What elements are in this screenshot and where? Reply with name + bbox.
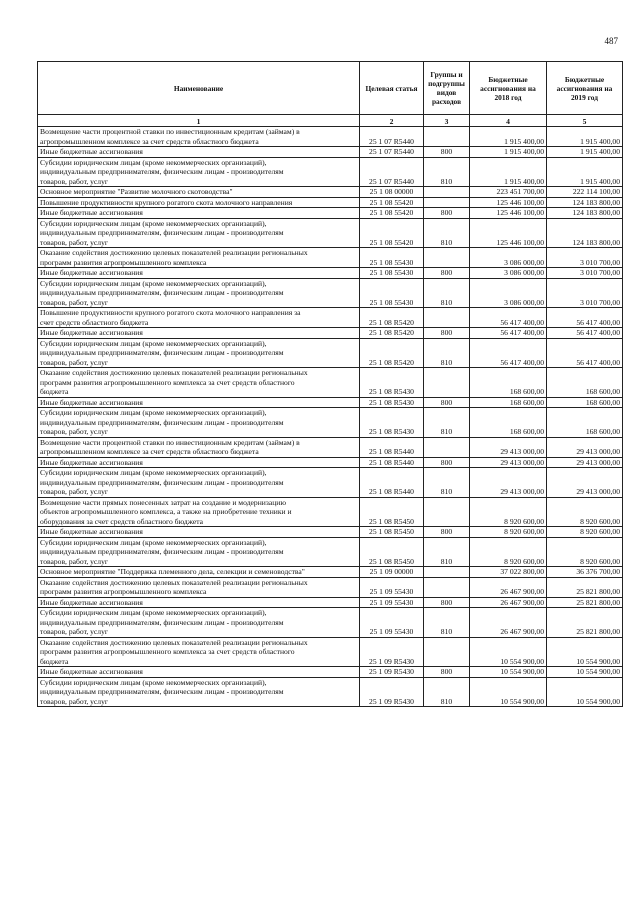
- table-row: [38, 268, 623, 279]
- row-target-code: 25 1 09 00000: [360, 567, 424, 578]
- row-amount-2018: 125 446 100,00: [470, 197, 547, 208]
- row-name: [38, 437, 360, 457]
- table-row: [38, 577, 623, 597]
- row-expense-group: [424, 637, 470, 667]
- row-name: [38, 497, 360, 527]
- row-expense-group: 800: [424, 527, 470, 538]
- row-name: [38, 338, 360, 368]
- row-amount-2019: 3 010 700,00: [547, 268, 623, 279]
- row-name-line: Субсидии юридическим лицам (кроме некоммерческих организаций),: [40, 338, 267, 348]
- header-target: Целевая статья: [360, 62, 424, 115]
- row-expense-group: 810: [424, 278, 470, 308]
- row-amount-2018: 1 915 400,00: [470, 147, 547, 158]
- row-name-line: индивидуальным предпринимателям, физическим лицам - производителям: [40, 348, 284, 357]
- row-name: [38, 208, 360, 219]
- row-name-line: программ развития агропромышленного комплекса за счет средств областного: [40, 647, 295, 656]
- table-row: [38, 368, 623, 398]
- row-expense-group: 800: [424, 268, 470, 279]
- table-row: [38, 567, 623, 578]
- row-target-code: 25 1 08 55420: [360, 208, 424, 219]
- row-target-code: 25 1 09 R5430: [360, 667, 424, 678]
- table-row: [38, 187, 623, 198]
- row-expense-group: 810: [424, 338, 470, 368]
- row-expense-group: 810: [424, 608, 470, 638]
- row-amount-2019: 56 417 400,00: [547, 338, 623, 368]
- table-row: [38, 667, 623, 678]
- row-name-line: Иные бюджетные ассигнования: [40, 397, 143, 407]
- row-amount-2019: 1 915 400,00: [547, 127, 623, 147]
- row-name-line: товаров, работ, услуг: [40, 696, 108, 706]
- row-amount-2019: 3 010 700,00: [547, 248, 623, 268]
- table-row: [38, 497, 623, 527]
- row-name: [38, 637, 360, 667]
- row-name: [38, 197, 360, 208]
- row-name-line: агропромышленном комплексе за счет средств областного бюджета: [40, 447, 259, 456]
- row-name-line: индивидуальным предпринимателям, физическим лицам - производителям: [40, 617, 284, 627]
- row-amount-2018: 3 086 000,00: [470, 278, 547, 308]
- row-amount-2018: 168 600,00: [470, 368, 547, 398]
- row-expense-group: 800: [424, 597, 470, 608]
- row-amount-2018: 37 022 800,00: [470, 567, 547, 578]
- row-name: [38, 187, 360, 198]
- row-name-line: программ развития агропромышленного комплекса: [40, 257, 207, 267]
- row-name: [38, 537, 360, 567]
- row-amount-2018: 3 086 000,00: [470, 268, 547, 279]
- row-name-line: индивидуальным предпринимателям, физическим лицам - производителям: [40, 687, 284, 696]
- table-row: [38, 147, 623, 158]
- row-name-line: Иные бюджетные ассигнования: [40, 268, 143, 277]
- row-name-line: программ развития агропромышленного комплекса: [40, 587, 207, 596]
- row-name: [38, 278, 360, 308]
- table-row: [38, 218, 623, 248]
- row-amount-2018: 10 554 900,00: [470, 677, 547, 707]
- row-amount-2019: 29 413 000,00: [547, 457, 623, 468]
- row-expense-group: 800: [424, 208, 470, 219]
- row-name-line: индивидуальным предпринимателям, физическим лицам - производителям: [40, 228, 284, 237]
- row-target-code: 25 1 08 55430: [360, 278, 424, 308]
- table-row: [38, 408, 623, 438]
- row-expense-group: 810: [424, 537, 470, 567]
- row-expense-group: [424, 187, 470, 198]
- row-amount-2019: 10 554 900,00: [547, 677, 623, 707]
- column-number: 5: [547, 115, 623, 127]
- row-name-line: товаров, работ, услуг: [40, 357, 108, 367]
- row-name: [38, 677, 360, 707]
- row-name-line: Оказание содействия достижению целевых показателей реализации региональных: [40, 248, 308, 257]
- row-name-line: Субсидии юридическим лицам (кроме некоммерческих организаций),: [40, 157, 267, 167]
- row-amount-2018: 168 600,00: [470, 397, 547, 408]
- row-name-line: индивидуальным предпринимателям, физическим лицам - производителям: [40, 547, 284, 556]
- table-row: [38, 468, 623, 498]
- row-amount-2018: 125 446 100,00: [470, 218, 547, 248]
- row-amount-2019: 29 413 000,00: [547, 468, 623, 498]
- row-name: [38, 147, 360, 158]
- row-name: [38, 667, 360, 678]
- row-amount-2018: 29 413 000,00: [470, 437, 547, 457]
- row-target-code: 25 1 08 R5420: [360, 328, 424, 339]
- row-amount-2018: 3 086 000,00: [470, 248, 547, 268]
- row-target-code: 25 1 08 R5440: [360, 437, 424, 457]
- row-amount-2018: 1 915 400,00: [470, 127, 547, 147]
- row-name: [38, 597, 360, 608]
- row-target-code: 25 1 09 55430: [360, 608, 424, 638]
- row-amount-2019: 3 010 700,00: [547, 278, 623, 308]
- row-name-line: Субсидии юридическим лицам (кроме некоммерческих организаций),: [40, 468, 267, 477]
- column-number: 3: [424, 115, 470, 127]
- row-amount-2019: 124 183 800,00: [547, 197, 623, 208]
- row-name: [38, 527, 360, 538]
- table-row: [38, 397, 623, 408]
- row-name-line: Возмещение части процентной ставки по инвестиционным кредитам (займам) в: [40, 437, 300, 447]
- row-amount-2018: 26 467 900,00: [470, 597, 547, 608]
- table-row: [38, 208, 623, 219]
- row-amount-2018: 8 920 600,00: [470, 527, 547, 538]
- row-target-code: 25 1 08 R5440: [360, 468, 424, 498]
- row-amount-2019: 124 183 800,00: [547, 218, 623, 248]
- row-expense-group: [424, 308, 470, 328]
- row-name-line: бюджета: [40, 387, 69, 396]
- table-row: [38, 328, 623, 339]
- row-target-code: 25 1 07 R5440: [360, 127, 424, 147]
- row-amount-2018: 29 413 000,00: [470, 457, 547, 468]
- row-name-line: товаров, работ, услуг: [40, 627, 108, 636]
- column-number: 2: [360, 115, 424, 127]
- row-name: [38, 457, 360, 468]
- row-expense-group: [424, 577, 470, 597]
- row-amount-2019: 56 417 400,00: [547, 328, 623, 339]
- row-expense-group: 810: [424, 157, 470, 187]
- row-name: [38, 368, 360, 398]
- table-row: [38, 537, 623, 567]
- row-name-line: Иные бюджетные ассигнования: [40, 147, 143, 156]
- row-amount-2019: 56 417 400,00: [547, 308, 623, 328]
- row-expense-group: 800: [424, 147, 470, 158]
- row-expense-group: [424, 497, 470, 527]
- row-name-line: агропромышленном комплексе за счет средств областного бюджета: [40, 136, 259, 146]
- row-target-code: 25 1 08 R5450: [360, 527, 424, 538]
- row-name-line: оборудования за счет средств областного бюджета: [40, 516, 203, 526]
- row-amount-2019: 10 554 900,00: [547, 667, 623, 678]
- row-amount-2019: 10 554 900,00: [547, 637, 623, 667]
- row-name: [38, 408, 360, 438]
- row-amount-2019: 168 600,00: [547, 408, 623, 438]
- row-amount-2018: 223 451 700,00: [470, 187, 547, 198]
- row-name-line: Субсидии юридическим лицам (кроме некоммерческих организаций),: [40, 537, 267, 547]
- row-amount-2018: 26 467 900,00: [470, 577, 547, 597]
- row-target-code: 25 1 09 55430: [360, 597, 424, 608]
- row-target-code: 25 1 08 55430: [360, 248, 424, 268]
- row-target-code: 25 1 07 R5440: [360, 147, 424, 158]
- row-expense-group: 800: [424, 397, 470, 408]
- row-amount-2019: 124 183 800,00: [547, 208, 623, 219]
- row-target-code: 25 1 07 R5440: [360, 157, 424, 187]
- table-body: [38, 127, 623, 707]
- row-name-line: Повышение продуктивности крупного рогатого скота молочного направления: [40, 197, 293, 207]
- row-amount-2019: 8 920 600,00: [547, 537, 623, 567]
- row-amount-2018: 56 417 400,00: [470, 338, 547, 368]
- row-target-code: 25 1 08 00000: [360, 187, 424, 198]
- row-name-line: индивидуальным предпринимателям, физическим лицам - производителям: [40, 167, 284, 176]
- row-name-line: Иные бюджетные ассигнования: [40, 457, 143, 467]
- row-amount-2018: 168 600,00: [470, 408, 547, 438]
- row-name-line: Иные бюджетные ассигнования: [40, 667, 143, 676]
- row-name-line: Возмещение части процентной ставки по инвестиционным кредитам (займам) в: [40, 127, 300, 136]
- table-row: [38, 637, 623, 667]
- row-expense-group: [424, 368, 470, 398]
- row-name: [38, 127, 360, 147]
- row-expense-group: 800: [424, 328, 470, 339]
- row-name-line: товаров, работ, услуг: [40, 297, 108, 307]
- row-amount-2018: 29 413 000,00: [470, 468, 547, 498]
- table-header-row: [38, 62, 623, 115]
- row-amount-2019: 168 600,00: [547, 397, 623, 408]
- column-number-row: [38, 115, 623, 127]
- row-target-code: 25 1 08 R5430: [360, 368, 424, 398]
- row-expense-group: 810: [424, 677, 470, 707]
- row-expense-group: [424, 248, 470, 268]
- row-name: [38, 218, 360, 248]
- row-name-line: Иные бюджетные ассигнования: [40, 527, 143, 536]
- row-expense-group: 800: [424, 457, 470, 468]
- row-name-line: Оказание содействия достижению целевых показателей реализации региональных: [40, 368, 308, 377]
- row-amount-2019: 25 821 800,00: [547, 608, 623, 638]
- row-name: [38, 248, 360, 268]
- row-name-line: Основное мероприятие "Развитие молочного скотоводства": [40, 187, 233, 196]
- row-expense-group: [424, 567, 470, 578]
- row-name-line: товаров, работ, услуг: [40, 427, 108, 436]
- table-row: [38, 437, 623, 457]
- table-row: [38, 127, 623, 147]
- row-amount-2018: 10 554 900,00: [470, 667, 547, 678]
- row-name-line: Субсидии юридическим лицам (кроме некоммерческих организаций),: [40, 278, 267, 288]
- table-row: [38, 677, 623, 707]
- row-target-code: 25 1 08 R5420: [360, 338, 424, 368]
- row-target-code: 25 1 09 R5430: [360, 637, 424, 667]
- row-name-line: товаров, работ, услуг: [40, 487, 108, 496]
- row-name-line: Субсидии юридическим лицам (кроме некоммерческих организаций),: [40, 677, 267, 687]
- row-name-line: Оказание содействия достижению целевых показателей реализации региональных: [40, 577, 308, 587]
- row-name: [38, 608, 360, 638]
- table-row: [38, 597, 623, 608]
- row-name-line: товаров, работ, услуг: [40, 176, 108, 186]
- row-name-line: индивидуальным предпринимателям, физическим лицам - производителям: [40, 288, 284, 297]
- row-name: [38, 397, 360, 408]
- row-amount-2019: 25 821 800,00: [547, 577, 623, 597]
- row-expense-group: [424, 437, 470, 457]
- row-name-line: Субсидии юридическим лицам (кроме некоммерческих организаций),: [40, 218, 267, 228]
- row-name-line: Субсидии юридическим лицам (кроме некоммерческих организаций),: [40, 608, 267, 617]
- row-name: [38, 328, 360, 339]
- table-row: [38, 157, 623, 187]
- row-target-code: 25 1 08 55420: [360, 197, 424, 208]
- row-name-line: Возмещение части прямых понесенных затрат на создание и модернизацию: [40, 497, 287, 507]
- row-name: [38, 157, 360, 187]
- row-expense-group: 810: [424, 218, 470, 248]
- row-amount-2018: 56 417 400,00: [470, 328, 547, 339]
- row-amount-2018: 10 554 900,00: [470, 637, 547, 667]
- row-name-line: Иные бюджетные ассигнования: [40, 597, 143, 607]
- row-name-line: индивидуальным предпринимателям, физическим лицам - производителям: [40, 477, 284, 487]
- row-amount-2018: 8 920 600,00: [470, 497, 547, 527]
- row-amount-2019: 8 920 600,00: [547, 497, 623, 527]
- row-name-line: Иные бюджетные ассигнования: [40, 208, 143, 217]
- table-row: [38, 527, 623, 538]
- row-amount-2018: 125 446 100,00: [470, 208, 547, 219]
- row-target-code: 25 1 08 55430: [360, 268, 424, 279]
- row-target-code: 25 1 08 R5450: [360, 537, 424, 567]
- row-name-line: товаров, работ, услуг: [40, 237, 108, 247]
- row-amount-2018: 1 915 400,00: [470, 157, 547, 187]
- row-name: [38, 567, 360, 578]
- row-name-line: товаров, работ, услуг: [40, 556, 108, 566]
- row-amount-2019: 25 821 800,00: [547, 597, 623, 608]
- column-number: 1: [38, 115, 360, 127]
- row-amount-2019: 1 915 400,00: [547, 147, 623, 158]
- row-amount-2019: 8 920 600,00: [547, 527, 623, 538]
- row-amount-2019: 168 600,00: [547, 368, 623, 398]
- row-amount-2019: 36 376 700,00: [547, 567, 623, 578]
- row-name-line: программ развития агропромышленного комплекса за счет средств областного: [40, 377, 295, 387]
- row-amount-2018: 56 417 400,00: [470, 308, 547, 328]
- row-name: [38, 577, 360, 597]
- header-2019: Бюджетные ассигнования на 2019 год: [547, 62, 623, 115]
- row-expense-group: [424, 197, 470, 208]
- row-name: [38, 308, 360, 328]
- row-target-code: 25 1 08 55420: [360, 218, 424, 248]
- budget-table: [37, 61, 623, 707]
- header-name: Наименование: [38, 62, 360, 115]
- table-row: [38, 248, 623, 268]
- row-name-line: Иные бюджетные ассигнования: [40, 328, 143, 337]
- table-row: [38, 278, 623, 308]
- row-target-code: 25 1 09 55430: [360, 577, 424, 597]
- row-target-code: 25 1 08 R5420: [360, 308, 424, 328]
- header-groups: Группы и подгруппы видов расходов: [424, 62, 470, 115]
- row-amount-2018: 26 467 900,00: [470, 608, 547, 638]
- row-name-line: Оказание содействия достижению целевых показателей реализации региональных: [40, 637, 308, 647]
- row-amount-2018: 8 920 600,00: [470, 537, 547, 567]
- row-name-line: объектов агропромышленного комплекса, а также на приобретение техники и: [40, 507, 292, 516]
- row-target-code: 25 1 08 R5430: [360, 397, 424, 408]
- row-name-line: счет средств областного бюджета: [40, 317, 149, 327]
- row-name-line: Субсидии юридическим лицам (кроме некоммерческих организаций),: [40, 408, 267, 417]
- row-amount-2019: 1 915 400,00: [547, 157, 623, 187]
- row-target-code: 25 1 08 R5430: [360, 408, 424, 438]
- row-target-code: 25 1 08 R5440: [360, 457, 424, 468]
- table-row: [38, 338, 623, 368]
- row-target-code: 25 1 09 R5430: [360, 677, 424, 707]
- row-amount-2019: 222 114 100,00: [547, 187, 623, 198]
- table-row: [38, 197, 623, 208]
- row-name-line: бюджета: [40, 656, 69, 666]
- row-target-code: 25 1 08 R5450: [360, 497, 424, 527]
- row-expense-group: 800: [424, 667, 470, 678]
- row-name: [38, 268, 360, 279]
- row-expense-group: 810: [424, 468, 470, 498]
- table-row: [38, 457, 623, 468]
- row-name-line: Основное мероприятие "Поддержка племенного дела, селекции и семеноводства": [40, 567, 305, 576]
- table-row: [38, 308, 623, 328]
- row-amount-2019: 29 413 000,00: [547, 437, 623, 457]
- header-2018: Бюджетные ассигнования на 2018 год: [470, 62, 547, 115]
- row-name: [38, 468, 360, 498]
- page-number: 487: [604, 36, 618, 46]
- row-name-line: индивидуальным предпринимателям, физическим лицам - производителям: [40, 417, 284, 427]
- row-expense-group: [424, 127, 470, 147]
- row-expense-group: 810: [424, 408, 470, 438]
- table-row: [38, 608, 623, 638]
- row-name-line: Повышение продуктивности крупного рогатого скота молочного направления за: [40, 308, 301, 317]
- column-number: 4: [470, 115, 547, 127]
